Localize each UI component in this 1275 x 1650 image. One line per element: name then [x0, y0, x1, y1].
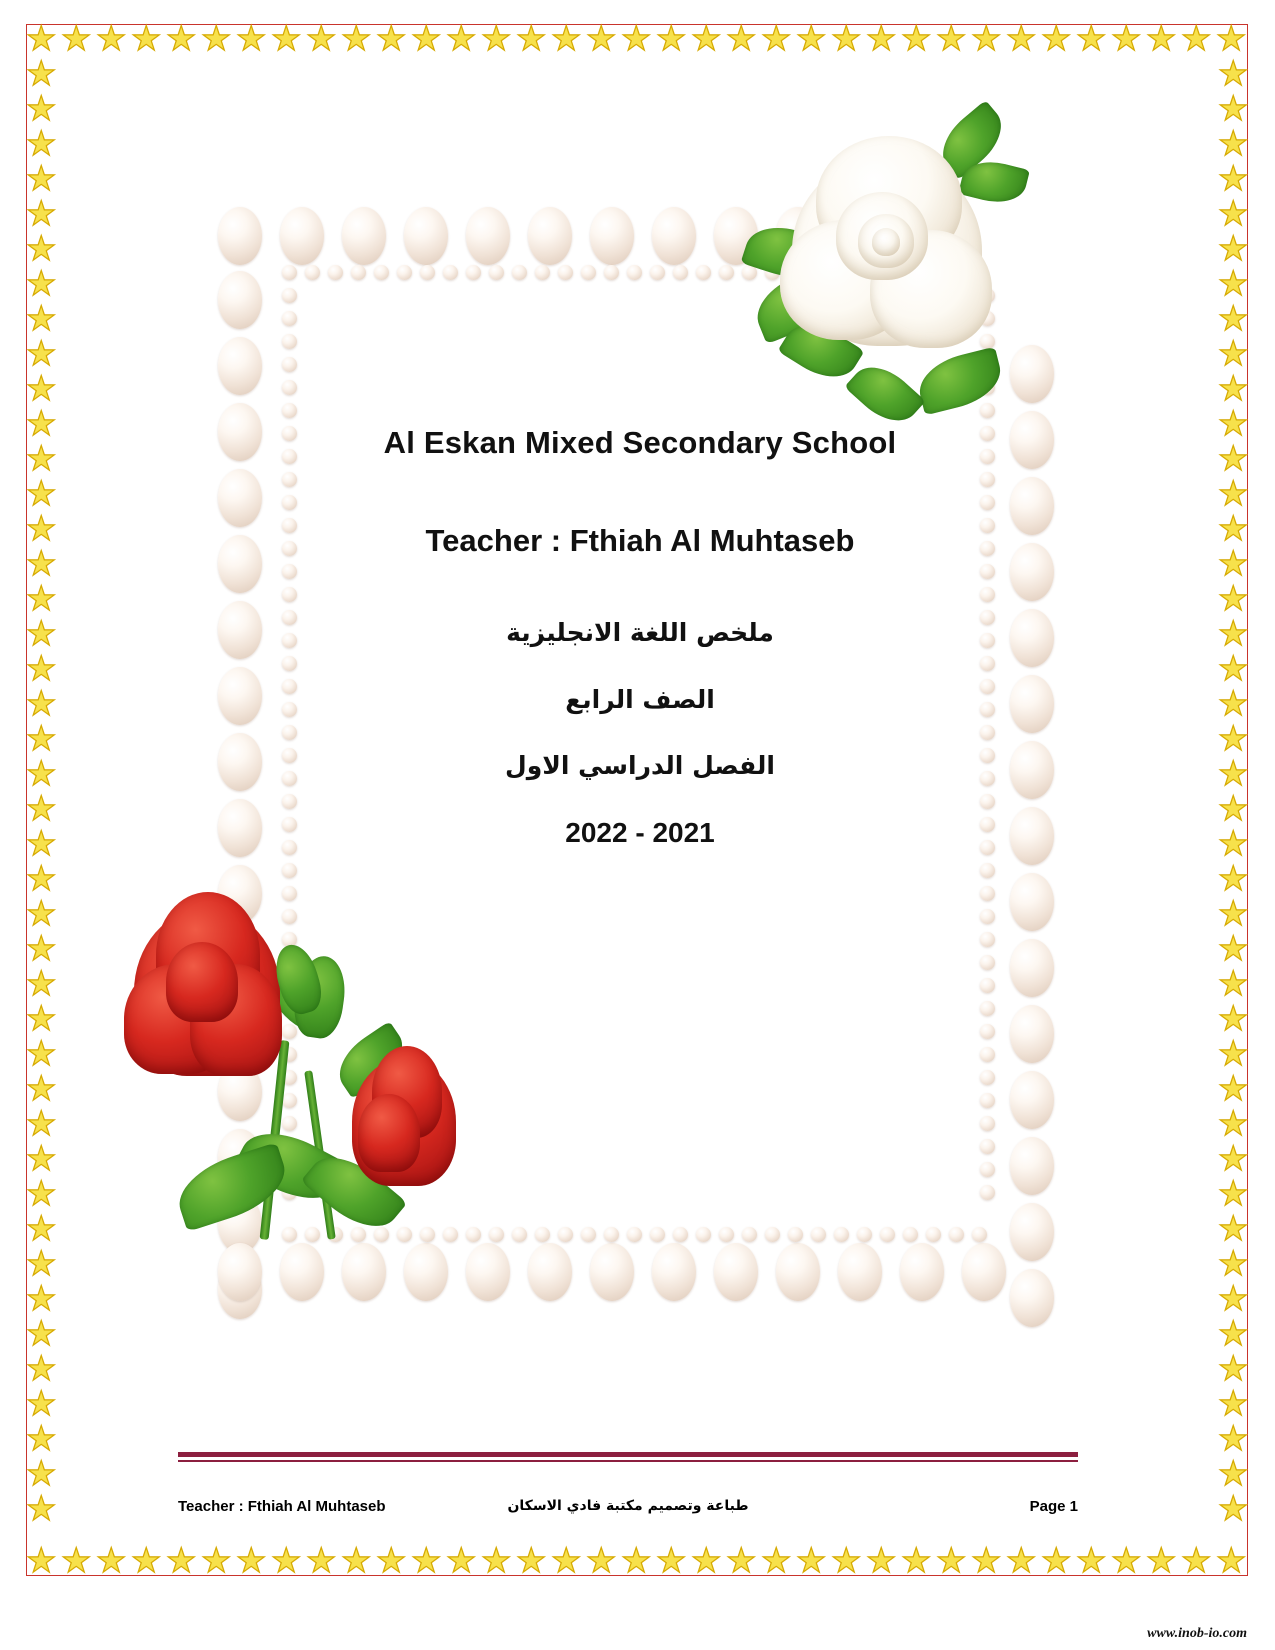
- page-footer: [178, 1498, 1078, 1520]
- pearl-bead: [218, 535, 262, 593]
- pearl-bead: [627, 265, 642, 280]
- pearl-bead: [218, 337, 262, 395]
- pearl-bead: [218, 403, 262, 461]
- pearl-bead: [1010, 1005, 1054, 1063]
- pearl-bead: [980, 541, 995, 556]
- pearl-bead: [980, 840, 995, 855]
- pearl-bead: [980, 633, 995, 648]
- page-title: Al Eskan Mixed Secondary School: [383, 425, 897, 460]
- pearl-bead: [765, 1227, 780, 1242]
- pearl-bead: [673, 265, 688, 280]
- pearl-bead: [282, 449, 297, 464]
- footer-divider-thin: [178, 1460, 1078, 1462]
- pearl-bead: [280, 207, 324, 265]
- pearl-bead: [512, 265, 527, 280]
- pearl-bead: [834, 1227, 849, 1242]
- pearl-bead: [1010, 609, 1054, 667]
- pearl-bead: [652, 207, 696, 265]
- pearl-bead: [558, 265, 573, 280]
- pearl-bead: [397, 265, 412, 280]
- pearl-bead: [282, 725, 297, 740]
- pearl-bead: [604, 1227, 619, 1242]
- pearl-bead: [581, 1227, 596, 1242]
- pearl-bead: [696, 265, 711, 280]
- pearl-bead: [404, 1243, 448, 1301]
- pearl-bead: [980, 932, 995, 947]
- pearl-bead: [650, 265, 665, 280]
- pearl-bead: [980, 725, 995, 740]
- pearl-bead: [218, 1243, 262, 1301]
- pearl-bead: [218, 207, 262, 265]
- pearl-bead: [374, 265, 389, 280]
- pearl-bead: [282, 472, 297, 487]
- pearl-bead: [903, 1227, 918, 1242]
- pearl-bead: [980, 909, 995, 924]
- pearl-bead: [590, 207, 634, 265]
- pearl-bead: [489, 265, 504, 280]
- pearl-bead: [972, 1227, 987, 1242]
- pearl-bead: [282, 334, 297, 349]
- pearl-bead: [282, 863, 297, 878]
- pearl-bead: [980, 1001, 995, 1016]
- pearl-bead: [305, 265, 320, 280]
- pearl-bead: [282, 748, 297, 763]
- pearl-bead: [980, 702, 995, 717]
- pearl-bead: [282, 541, 297, 556]
- pearl-bead: [218, 601, 262, 659]
- pearl-bead: [1010, 939, 1054, 997]
- pearl-bead: [980, 1139, 995, 1154]
- footer-page-number: Page 1: [1029, 1498, 1078, 1515]
- pearl-bead: [650, 1227, 665, 1242]
- pearl-bead: [788, 1227, 803, 1242]
- pearl-bead: [980, 1047, 995, 1062]
- pearl-bead: [404, 207, 448, 265]
- pearl-bead: [980, 771, 995, 786]
- pearl-bead: [443, 265, 458, 280]
- pearl-bead: [1010, 675, 1054, 733]
- pearl-bead: [342, 1243, 386, 1301]
- pearl-bead: [282, 380, 297, 395]
- pearl-bead: [714, 1243, 758, 1301]
- pearl-bead: [980, 1024, 995, 1039]
- pearl-bead: [535, 265, 550, 280]
- pearl-bead: [1010, 741, 1054, 799]
- pearl-bead: [980, 679, 995, 694]
- pearl-bead: [1010, 1203, 1054, 1261]
- pearl-bead: [980, 495, 995, 510]
- academic-year: 2022 - 2021: [565, 816, 715, 848]
- pearl-bead: [980, 1185, 995, 1200]
- pearl-bead: [900, 1243, 944, 1301]
- pearl-bead: [420, 265, 435, 280]
- pearl-bead: [673, 1227, 688, 1242]
- pearl-bead: [218, 667, 262, 725]
- pearl-bead: [652, 1243, 696, 1301]
- pearl-bead: [980, 1116, 995, 1131]
- pearl-bead: [342, 207, 386, 265]
- subject-arabic: ملخص اللغة الانجليزية: [506, 618, 774, 647]
- pearl-bead: [719, 265, 734, 280]
- pearl-bead: [980, 472, 995, 487]
- pearl-bead: [280, 1243, 324, 1301]
- grade-arabic: الصف الرابع: [565, 684, 715, 714]
- pearl-bead: [282, 840, 297, 855]
- watermark-url: www.inob-io.com: [1147, 1626, 1247, 1641]
- pearl-bead: [535, 1227, 550, 1242]
- pearl-bead: [719, 1227, 734, 1242]
- pearl-bead: [1010, 1071, 1054, 1129]
- footer-teacher-label: Teacher : Fthiah Al Muhtaseb: [178, 1498, 386, 1515]
- pearl-bead: [218, 469, 262, 527]
- cover-text-block: [300, 425, 980, 849]
- pearl-bead: [980, 978, 995, 993]
- pearl-bead: [282, 771, 297, 786]
- pearl-bead: [282, 656, 297, 671]
- pearl-bead: [980, 656, 995, 671]
- pearl-bead: [218, 799, 262, 857]
- pearl-bead: [742, 1227, 757, 1242]
- pearl-bead: [949, 1227, 964, 1242]
- pearl-bead: [558, 1227, 573, 1242]
- pearl-bead: [282, 288, 297, 303]
- pearl-bead: [980, 1070, 995, 1085]
- footer-divider-thick: [178, 1452, 1078, 1457]
- pearl-bead: [282, 702, 297, 717]
- pearl-bead: [282, 633, 297, 648]
- footer-publisher-arabic: طباعة وتصميم مكتبة فادي الاسكان: [507, 1498, 749, 1514]
- pearl-bead: [838, 1243, 882, 1301]
- pearl-bead: [351, 265, 366, 280]
- pearl-bead: [282, 311, 297, 326]
- pearl-bead: [980, 955, 995, 970]
- pearl-bead: [627, 1227, 642, 1242]
- red-roses-illustration: [120, 890, 520, 1250]
- pearl-bead: [328, 265, 343, 280]
- pearl-bead: [282, 357, 297, 372]
- pearl-bead: [980, 1093, 995, 1108]
- pearl-bead: [980, 449, 995, 464]
- pearl-bead: [980, 610, 995, 625]
- pearl-bead: [528, 1243, 572, 1301]
- pearl-bead: [218, 271, 262, 329]
- pearl-bead: [857, 1227, 872, 1242]
- pearl-bead: [696, 1227, 711, 1242]
- pearl-bead: [980, 518, 995, 533]
- pearl-bead: [980, 564, 995, 579]
- pearl-bead: [811, 1227, 826, 1242]
- pearl-bead: [282, 679, 297, 694]
- term-arabic: الفصل الدراسي الاول: [505, 751, 775, 780]
- pearl-bead: [1010, 543, 1054, 601]
- pearl-bead: [980, 817, 995, 832]
- pearl-bead: [282, 794, 297, 809]
- pearl-bead: [581, 265, 596, 280]
- pearl-bead: [962, 1243, 1006, 1301]
- pearl-bead: [1010, 873, 1054, 931]
- pearl-bead: [218, 733, 262, 791]
- pearl-bead: [466, 265, 481, 280]
- pearl-bead: [282, 518, 297, 533]
- pearl-bead: [466, 1243, 510, 1301]
- pearl-bead: [590, 1243, 634, 1301]
- pearl-bead: [528, 207, 572, 265]
- pearl-bead: [1010, 807, 1054, 865]
- pearl-bead: [282, 426, 297, 441]
- pearl-bead: [880, 1227, 895, 1242]
- pearl-bead: [1010, 1269, 1054, 1327]
- pearl-bead: [282, 564, 297, 579]
- teacher-name: Teacher : Fthiah Al Muhtaseb: [425, 523, 855, 558]
- pearl-bead: [776, 1243, 820, 1301]
- pearl-bead: [980, 863, 995, 878]
- pearl-bead: [980, 587, 995, 602]
- pearl-bead: [466, 207, 510, 265]
- white-rose-illustration: [740, 110, 1030, 430]
- pearl-bead: [282, 610, 297, 625]
- pearl-bead: [282, 587, 297, 602]
- pearl-bead: [980, 886, 995, 901]
- pearl-bead: [282, 403, 297, 418]
- pearl-bead: [980, 748, 995, 763]
- pearl-bead: [1010, 477, 1054, 535]
- pearl-bead: [926, 1227, 941, 1242]
- pearl-bead: [282, 265, 297, 280]
- pearl-bead: [604, 265, 619, 280]
- pearl-bead: [1010, 1137, 1054, 1195]
- pearl-bead: [282, 817, 297, 832]
- pearl-bead: [980, 1162, 995, 1177]
- pearl-bead: [282, 495, 297, 510]
- pearl-bead: [980, 794, 995, 809]
